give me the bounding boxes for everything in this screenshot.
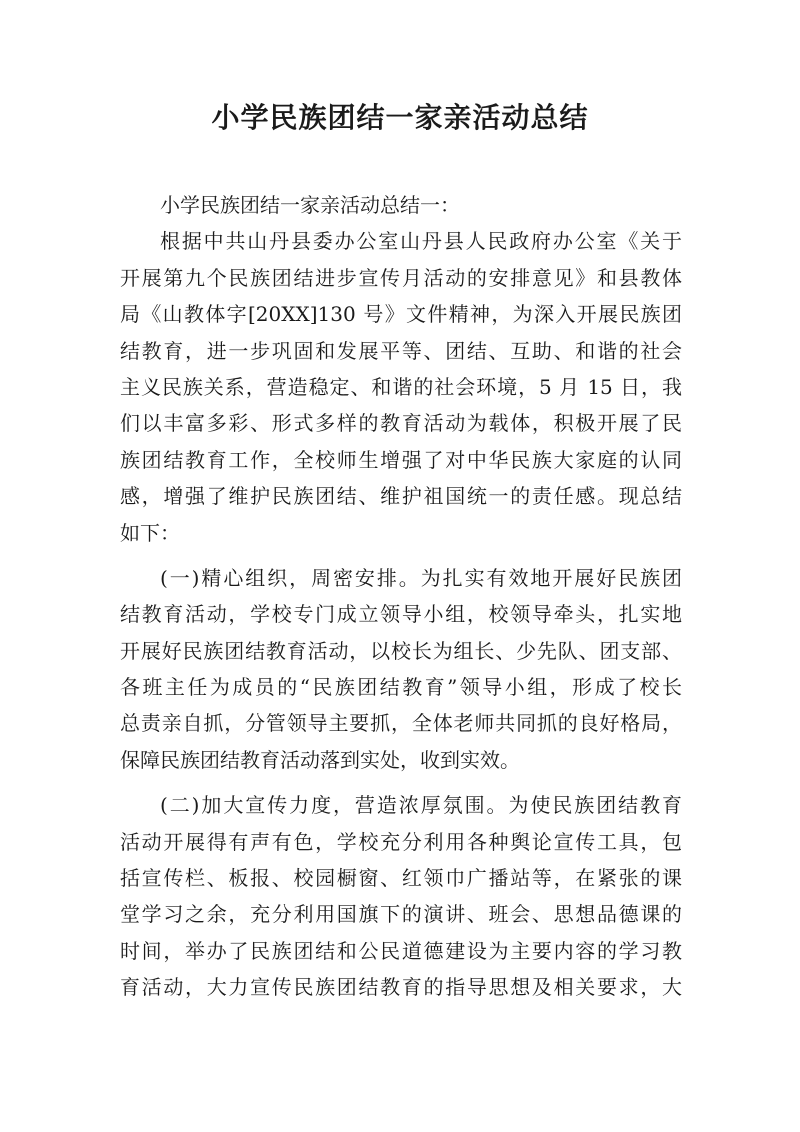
paragraph-line: 育活动，大力宣传民族团结教育的指导思想及相关要求，大 bbox=[120, 975, 682, 1000]
paragraph-line: 主义民族关系，营造稳定、和谐的社会环境，5 月 15 日，我 bbox=[120, 374, 682, 399]
paragraph-line: 局《山教体字[20XX]130 号》文件精神，为深入开展民族团 bbox=[120, 302, 682, 327]
paragraph-line: (一)精心组织，周密安排。为扎实有效地开展好民族团 bbox=[160, 565, 682, 590]
section-heading: 小学民族团结一家亲活动总结一： bbox=[160, 193, 460, 217]
paragraph-2 bbox=[120, 560, 682, 778]
paragraph-line: 堂学习之余，充分利用国旗下的演讲、班会、思想品德课的 bbox=[120, 902, 682, 927]
paragraph-line: 各班主任为成员的“民族团结教育”领导小组，形成了校长 bbox=[120, 675, 682, 700]
paragraph-3 bbox=[120, 787, 682, 1005]
paragraph-line: 感，增强了维护民族团结、维护祖国统一的责任感。现总结 bbox=[120, 484, 682, 509]
paragraph-line: 结教育，进一步巩固和发展平等、团结、互助、和谐的社会 bbox=[120, 338, 682, 363]
paragraph-line: 开展好民族团结教育活动，以校长为组长、少先队、团支部、 bbox=[120, 638, 682, 663]
paragraph-line: 开展第九个民族团结进步宣传月活动的安排意见》和县教体 bbox=[120, 265, 682, 290]
paragraph-line: 族团结教育工作，全校师生增强了对中华民族大家庭的认同 bbox=[120, 447, 682, 472]
paragraph-line: 们以丰富多彩、形式多样的教育活动为载体，积极开展了民 bbox=[120, 411, 682, 436]
paragraph-line: 时间，举办了民族团结和公民道德建设为主要内容的学习教 bbox=[120, 938, 682, 963]
paragraph-line: 根据中共山丹县委办公室山丹县人民政府办公室《关于 bbox=[160, 229, 682, 254]
paragraph-line: 如下： bbox=[120, 520, 180, 545]
paragraph-1 bbox=[120, 223, 682, 551]
document-title: 小学民族团结一家亲活动总结 bbox=[211, 101, 589, 134]
paragraph-line: 总责亲自抓，分管领导主要抓，全体老师共同抓的良好格局， bbox=[120, 711, 682, 736]
paragraph-line: 括宣传栏、板报、校园橱窗、红领巾广播站等，在紧张的课 bbox=[120, 866, 682, 891]
paragraph-line: (二)加大宣传力度，营造浓厚氛围。为使民族团结教育 bbox=[160, 793, 682, 818]
paragraph-line: 保障民族团结教育活动落到实处，收到实效。 bbox=[120, 747, 520, 772]
paragraph-line: 活动开展得有声有色，学校充分利用各种舆论宣传工具，包 bbox=[120, 829, 682, 854]
document-body bbox=[120, 187, 682, 1006]
paragraph-line: 结教育活动，学校专门成立领导小组，校领导牵头，扎实地 bbox=[120, 602, 682, 627]
